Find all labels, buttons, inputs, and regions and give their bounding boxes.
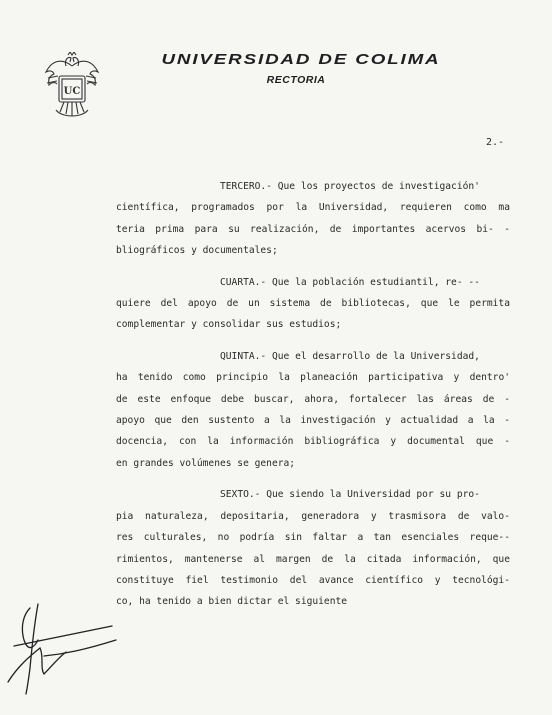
seal-emblem-text: UC <box>63 86 81 97</box>
text-line: rimientos, mantenerse al margen de la citada información, que <box>116 553 510 565</box>
university-name: UNIVERSIDAD DE COLIMA <box>161 51 441 68</box>
text-line: de este enfoque debe buscar, ahora, fortalecer las áreas de - <box>116 393 510 405</box>
text-line: SEXTO.- Que siendo la Universidad por su pro- <box>220 489 480 501</box>
text-line: QUINTA.- Que el desarrollo de la Universidad, <box>220 350 480 362</box>
text-line: científica, programados por la Universidad, requieren como ma <box>116 202 510 214</box>
text-line: ha tenido como principio la planeación participativa y dentro' <box>116 372 510 384</box>
text-line: pia naturaleza, depositaria, generadora y trasmisora de valo- <box>116 510 510 522</box>
office-name: RECTORIA <box>266 74 326 86</box>
text-line: TERCERO.- Que los proyectos de investigación' <box>220 181 480 192</box>
paragraph-tercero <box>116 176 510 262</box>
text-line: teria prima para su realización, de importantes acervos bi- - <box>116 223 510 235</box>
text-line: co, ha tenido a bien dictar el siguiente <box>116 596 348 608</box>
text-line: apoyo que den sustento a la investigación y actualidad a la - <box>116 415 510 427</box>
page-number: 2.- <box>486 137 505 148</box>
text-line: bliográficos y documentales; <box>116 245 278 257</box>
text-line: complementar y consolidar sus estudios; <box>116 319 342 331</box>
document-body <box>116 176 510 623</box>
paragraph-sexto <box>116 484 510 612</box>
text-line: CUARTA.- Que la población estudiantil, re- -- <box>220 276 480 288</box>
paragraph-quinta <box>116 346 510 474</box>
text-line: constituye fiel testimonio del avance científico y tecnológi- <box>116 574 510 586</box>
text-line: quiere del apoyo de un sistema de bibliotecas, que le permita <box>116 298 510 310</box>
signature-icon <box>4 596 124 701</box>
text-line: res culturales, no podría sin faltar a tan esenciales reque-- <box>116 532 510 544</box>
paragraph-cuarta <box>116 272 510 336</box>
text-line: docencia, con la información bibliográfica y documental que - <box>116 436 510 448</box>
text-line: en grandes volúmenes se genera; <box>116 457 296 469</box>
